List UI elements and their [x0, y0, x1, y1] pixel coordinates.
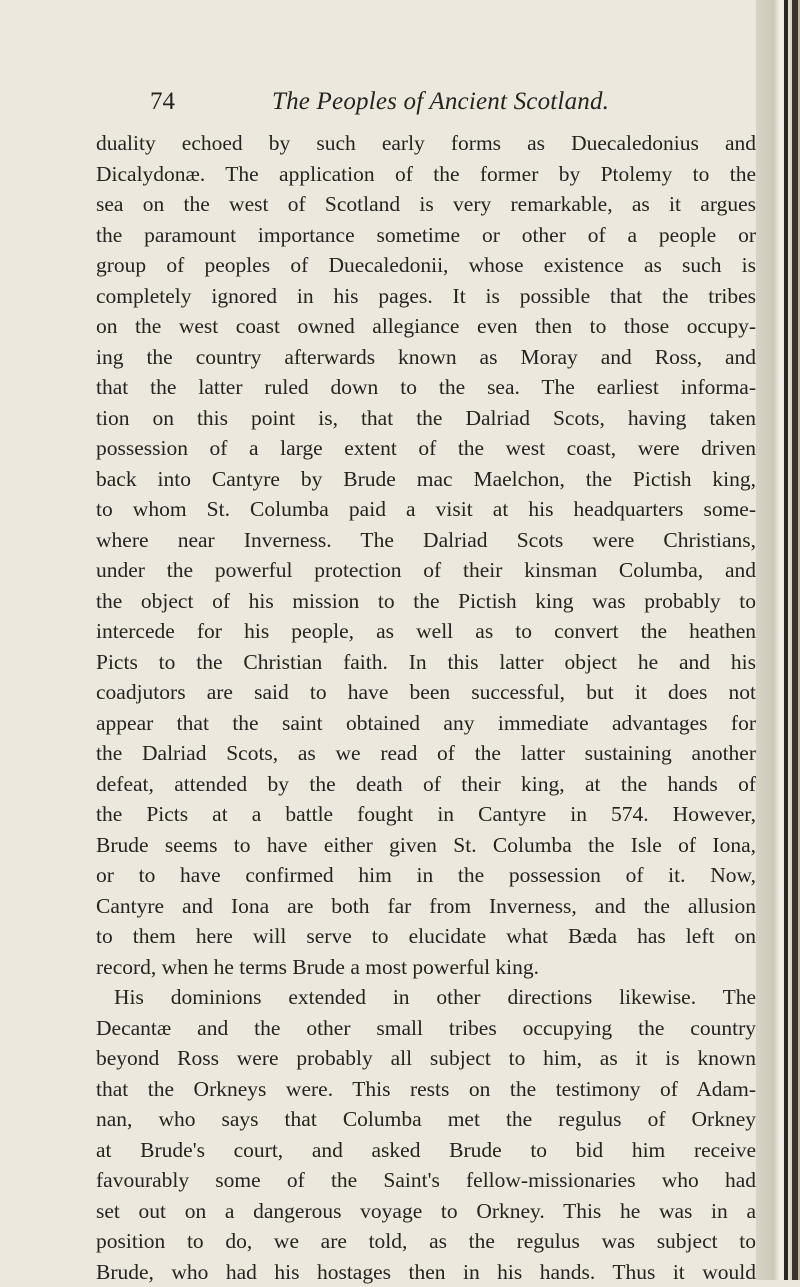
text-line: record, when he terms Brude a most powerful king. — [96, 952, 756, 983]
text-line: group of peoples of Duecaledonii, whose existence as such is — [96, 250, 756, 281]
page-number: 74 — [150, 88, 175, 116]
text-line: beyond Ross were probably all subject to him, as it is known — [96, 1043, 756, 1074]
running-title: The Peoples of Ancient Scotland. — [272, 88, 609, 116]
text-line: Brude seems to have either given St. Columba the Isle of Iona, — [96, 830, 756, 861]
text-line: His dominions extended in other directions likewise. The — [96, 982, 756, 1013]
text-line: Cantyre and Iona are both far from Inverness, and the allusion — [96, 891, 756, 922]
text-line: on the west coast owned allegiance even then to those occupy- — [96, 311, 756, 342]
text-line: intercede for his people, as well as to convert the heathen — [96, 616, 756, 647]
text-line: tion on this point is, that the Dalriad Scots, having taken — [96, 403, 756, 434]
text-line: the object of his mission to the Pictish king was probably to — [96, 586, 756, 617]
text-line: Decantæ and the other small tribes occupying the country — [96, 1013, 756, 1044]
text-line: position to do, we are told, as the regulus was subject to — [96, 1226, 756, 1257]
text-line: Brude, who had his hostages then in his hands. Thus it would — [96, 1257, 756, 1287]
text-line: duality echoed by such early forms as Duecaledonius and — [96, 128, 756, 159]
text-line: appear that the saint obtained any immediate advantages for — [96, 708, 756, 739]
text-line: possession of a large extent of the west coast, were driven — [96, 433, 756, 464]
text-line: Dicalydonæ. The application of the former by Ptolemy to the — [96, 159, 756, 190]
text-line: set out on a dangerous voyage to Orkney. This he was in a — [96, 1196, 756, 1227]
text-line: the paramount importance sometime or other of a people or — [96, 220, 756, 251]
text-line: to whom St. Columba paid a visit at his headquarters some- — [96, 494, 756, 525]
text-line: under the powerful protection of their kinsman Columba, and — [96, 555, 756, 586]
text-line: sea on the west of Scotland is very remarkable, as it argues — [96, 189, 756, 220]
text-line: back into Cantyre by Brude mac Maelchon, the Pictish king, — [96, 464, 756, 495]
text-line: nan, who says that Columba met the regulus of Orkney — [96, 1104, 756, 1135]
binding-line — [784, 0, 788, 1280]
text-line: completely ignored in his pages. It is possible that the tribes — [96, 281, 756, 312]
text-line: at Brude's court, and asked Brude to bid him receive — [96, 1135, 756, 1166]
text-line: or to have confirmed him in the possession of it. Now, — [96, 860, 756, 891]
text-line: that the Orkneys were. This rests on the testimony of Adam- — [96, 1074, 756, 1105]
running-head — [150, 88, 750, 124]
text-line: favourably some of the Saint's fellow-missionaries who had — [96, 1165, 756, 1196]
text-line: the Picts at a battle fought in Cantyre in 574. However, — [96, 799, 756, 830]
text-line: ing the country afterwards known as Moray and Ross, and — [96, 342, 756, 373]
text-line: that the latter ruled down to the sea. The earliest informa- — [96, 372, 756, 403]
text-line: where near Inverness. The Dalriad Scots were Christians, — [96, 525, 756, 556]
text-line: Picts to the Christian faith. In this latter object he and his — [96, 647, 756, 678]
text-line: the Dalriad Scots, as we read of the latter sustaining another — [96, 738, 756, 769]
binding-shadow — [792, 0, 798, 1280]
text-line: to them here will serve to elucidate what Bæda has left on — [96, 921, 756, 952]
text-line: defeat, attended by the death of their king, at the hands of — [96, 769, 756, 800]
text-line: coadjutors are said to have been successful, but it does not — [96, 677, 756, 708]
body-text — [96, 128, 756, 1287]
